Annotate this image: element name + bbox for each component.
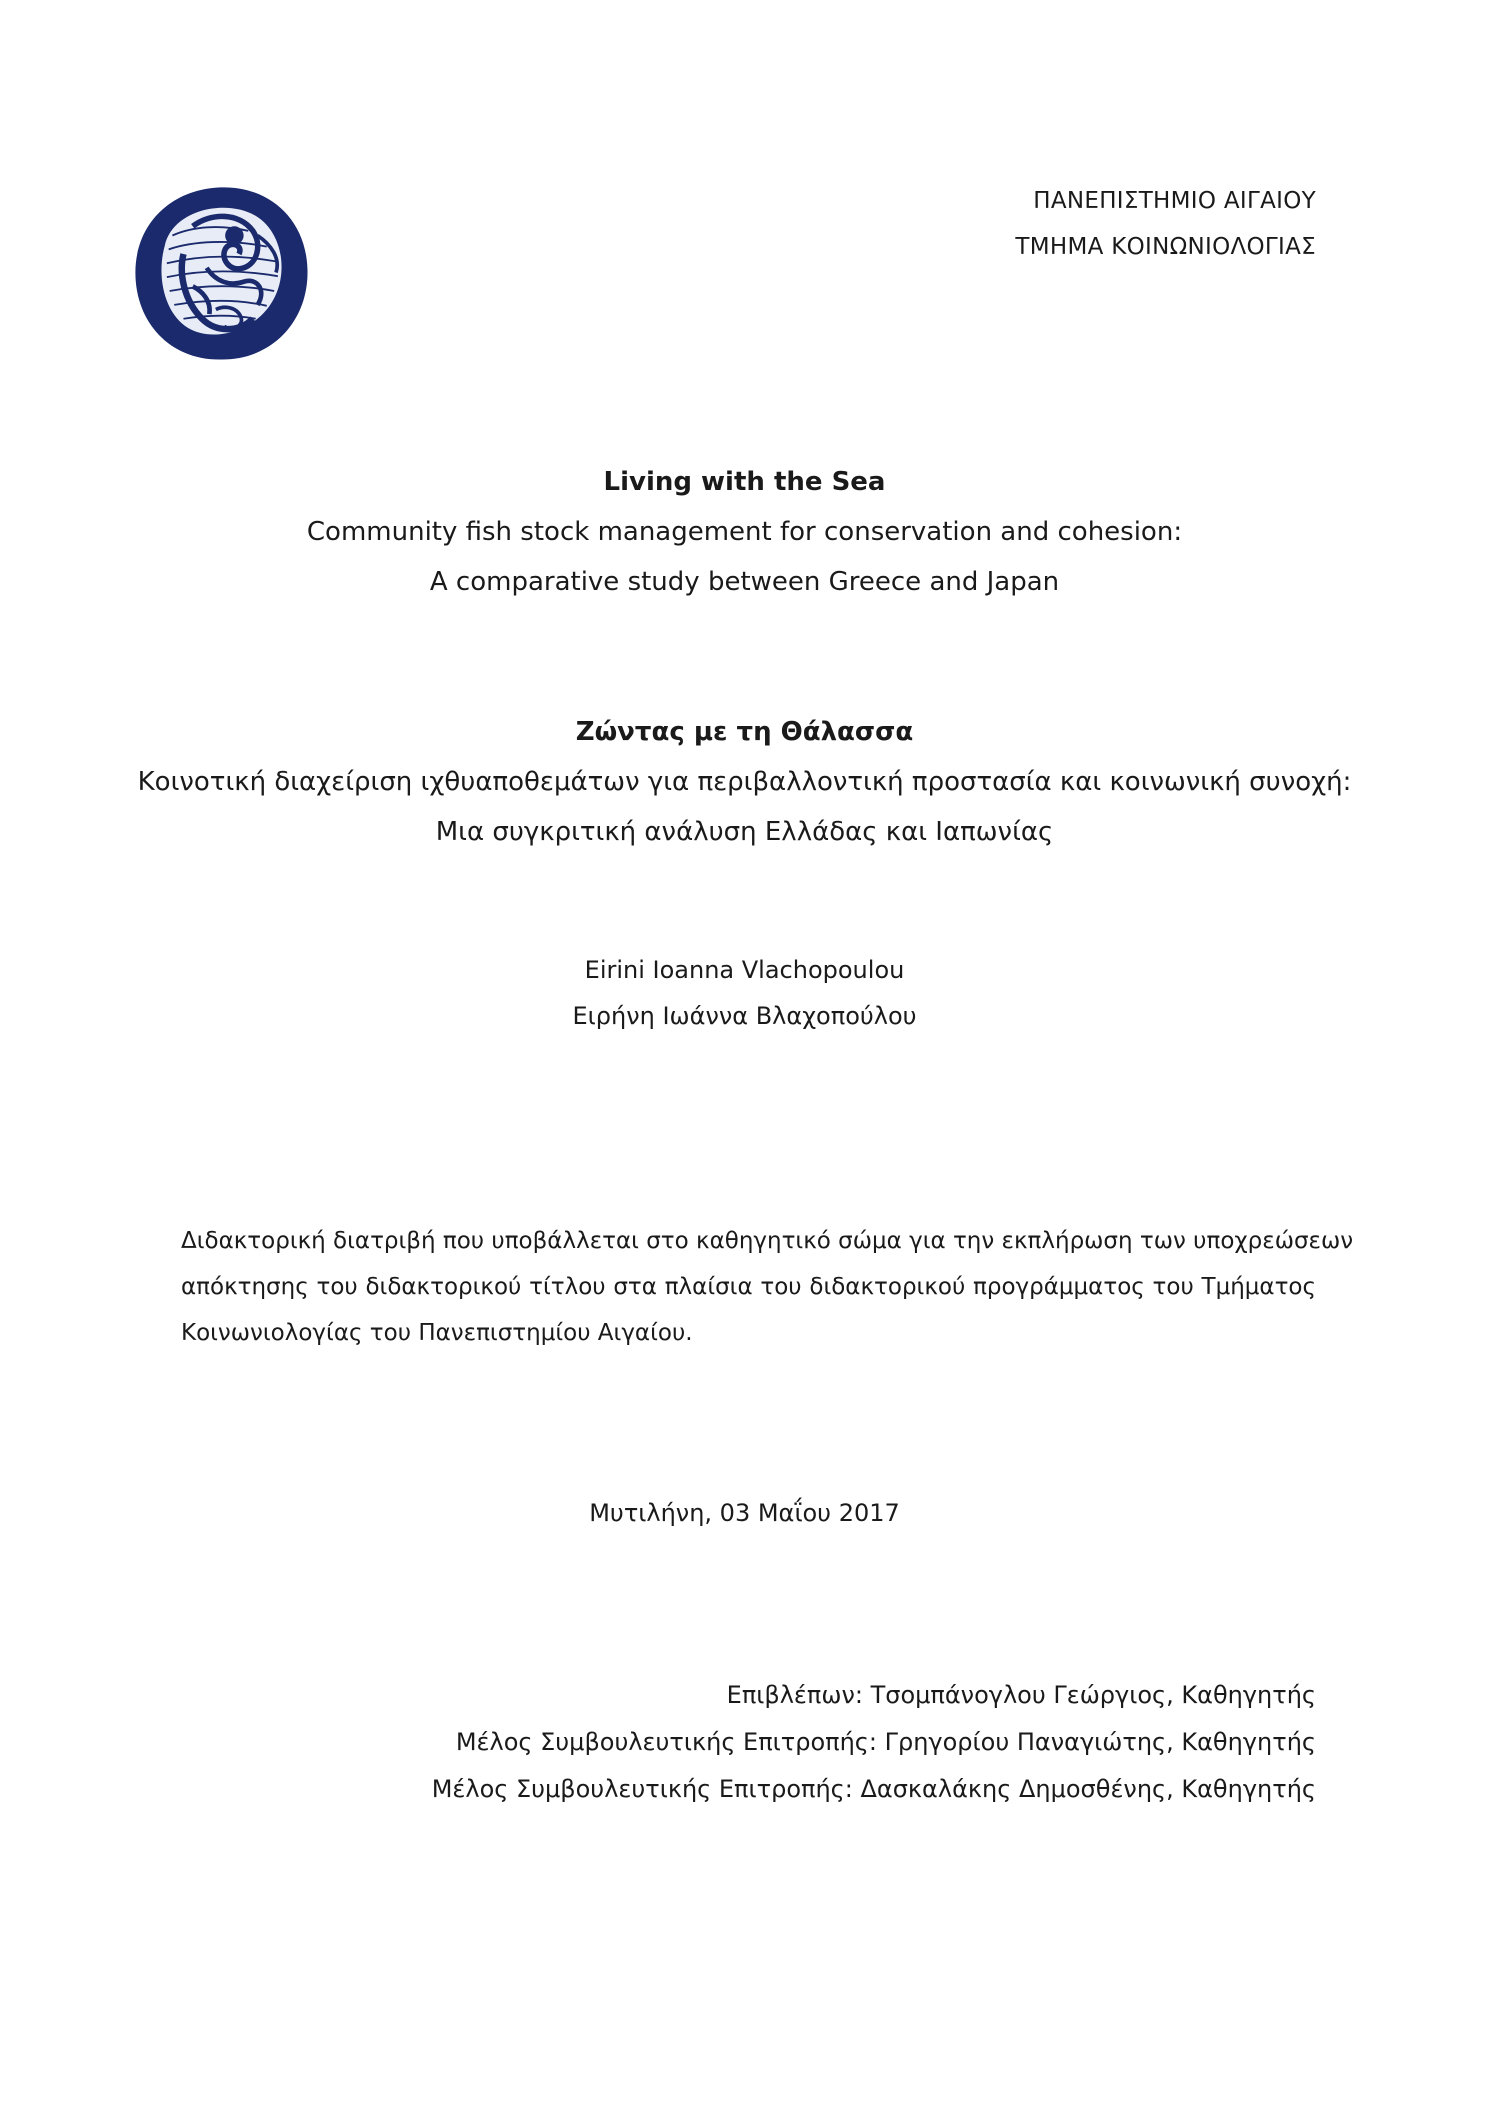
committee-member-2: Μέλος Συμβουλευτικής Επιτροπής: Δασκαλάκης Δημοσθένης, Καθηγητής (431, 1775, 1316, 1803)
english-title-block (0, 457, 1489, 607)
greek-title-block (0, 707, 1489, 857)
english-subtitle-line-1: Community fish stock management for conservation and cohesion: (306, 517, 1183, 547)
author-name-greek: Ειρήνη Ιωάννα Βλαχοπούλου (572, 1002, 917, 1030)
submission-date (0, 1490, 1489, 1536)
statement-line-3: Κοινωνιολογίας του Πανεπιστημίου Αιγαίου. (181, 1320, 693, 1346)
dissertation-statement (181, 1218, 1354, 1356)
statement-line-1: Διδακτορική διατριβή που υποβάλλεται στο καθηγητικό σώμα για την εκπλήρωση των υποχρεώσεων (181, 1228, 1354, 1254)
committee-block (432, 1672, 1316, 1813)
university-name: ΠΑΝΕΠΙΣΤΗΜΙΟ ΑΙΓΑΙΟΥ (1033, 188, 1316, 214)
committee-member-1: Μέλος Συμβουλευτικής Επιτροπής: Γρηγορίου Παναγιώτης, Καθηγητής (455, 1728, 1316, 1756)
university-seal-icon (128, 180, 313, 365)
english-main-title: Living with the Sea (603, 467, 886, 497)
greek-main-title: Ζώντας με τη Θάλασσα (575, 717, 914, 747)
author-name-english: Eirini Ioanna Vlachopoulou (584, 956, 905, 984)
author-block (0, 947, 1489, 1039)
english-subtitle-line-2: A comparative study between Greece and Japan (429, 567, 1060, 597)
university-header (1015, 178, 1316, 270)
date-text: Μυτιλήνη, 03 Μαΐου 2017 (589, 1499, 900, 1527)
supervisor-line: Επιβλέπων: Τσομπάνογλου Γεώργιος, Καθηγητής (726, 1681, 1316, 1709)
greek-subtitle-line-2: Μια συγκριτική ανάλυση Ελλάδας και Ιαπωνίας (435, 817, 1054, 847)
greek-subtitle-line-1: Κοινοτική διαχείριση ιχθυαποθεμάτων για περιβαλλοντική προστασία και κοινωνική συνοχή: (137, 767, 1352, 797)
statement-line-2: απόκτησης του διδακτορικού τίτλου στα πλαίσια του διδακτορικού προγράμματος του Τμήματος (181, 1274, 1316, 1300)
department-name: ΤΜΗΜΑ ΚΟΙΝΩΝΙΟΛΟΓΙΑΣ (1015, 234, 1316, 260)
